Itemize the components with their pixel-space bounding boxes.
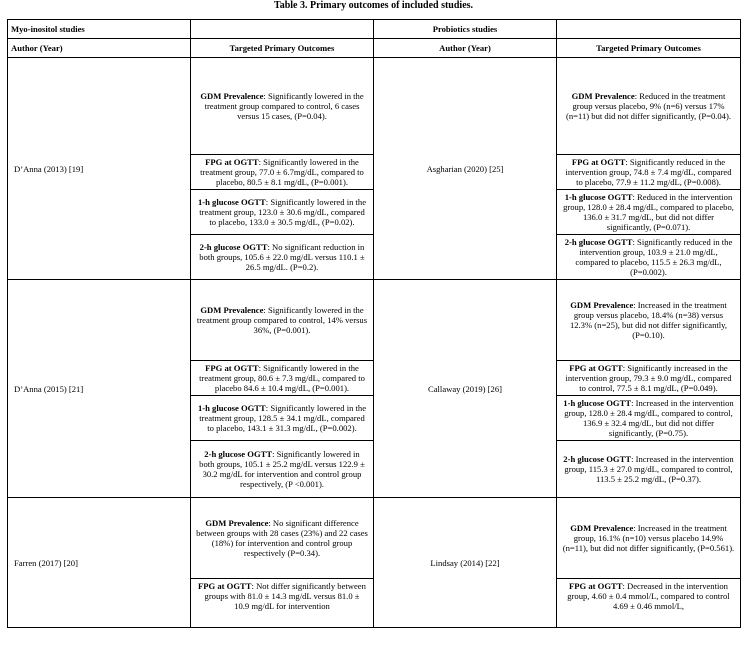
pb-author-cell: Asgharian (2020) [25]: [374, 58, 557, 280]
mi-outcome-cell: [191, 361, 374, 396]
pb-outcome-cell: [557, 441, 741, 498]
outcome-text: : Decreased in the intervention group, 4.60 ± 0.4 mmol/L, compared to control 4.69 ± 0.46 mmol/L,: [567, 581, 730, 611]
pb-author-cell: Callaway (2019) [26]: [374, 280, 557, 498]
outcome-text: : Significantly lowered in the treatment group, 128.5 ± 34.1 mg/dL, compared to placebo, 143.1 ± 31.3 mg/dL, (P=0.002).: [199, 403, 367, 433]
outcome-label: GDM Prevalence: [571, 91, 635, 101]
outcome-text: : Significantly lowered in the treatment group compared to control, 6 cases versus 15 cases, (P=0.04).: [204, 91, 364, 121]
pb-outcome-cell: [557, 361, 741, 396]
pb-outcome-cell: [557, 235, 741, 280]
outcome-label: 1-h glucose OGTT: [564, 192, 633, 202]
empty-header-cell: [191, 20, 374, 39]
outcome-label: 2-h glucose OGTT: [563, 454, 632, 464]
outcome-label: GDM Prevalence: [200, 91, 264, 101]
mi-author-cell: D’Anna (2013) [19]: [8, 58, 191, 280]
mi-outcome-cell: [191, 155, 374, 190]
outcome-text: : Increased in the intervention group, 115.3 ± 27.0 mg/dL, compared to control, 113.5 ± 25.2 mg/dL, (P=0.37).: [564, 454, 734, 484]
group-header-row: [8, 20, 741, 39]
pb-outcome-cell: [557, 280, 741, 361]
mi-outcome-cell: [191, 441, 374, 498]
outcome-text: : Significantly lowered in both groups, 105.1 ± 25.2 mg/dL versus 122.9 ± 30.2 mg/dL for intervention and control group respectively, (P <0.001).: [199, 449, 365, 489]
pb-outcomes-header: Targeted Primary Outcomes: [557, 39, 741, 58]
mi-outcome-cell: [191, 190, 374, 235]
outcome-label: 2-h glucose OGTT: [204, 449, 273, 459]
outcome-text: : Significantly lowered in the treatment group compared to control, 14% versus 36%, (P=0.001).: [196, 305, 368, 335]
outcome-text: : Significantly lowered in the treatment group, 80.6 ± 7.3 mg/dL, compared to placebo 84.6 ± 10.4 mg/dL, (P=0.001).: [199, 363, 365, 393]
outcome-label: 1-h glucose OGTT: [563, 398, 632, 408]
outcome-label: 1-h glucose OGTT: [197, 197, 266, 207]
mi-outcome-cell: [191, 280, 374, 361]
outcome-text: : Increased in the intervention group, 128.0 ± 28.4 mg/dL, compared to control, 136.9 ± 32.4 mg/dL, but did not differ significantly, (P=0.75).: [564, 398, 734, 438]
outcome-text: : Significantly reduced in the intervention group, 74.8 ± 7.4 mg/dL, compared to placebo, 77.9 ± 11.2 mg/dL, (P=0.008).: [565, 157, 732, 187]
mi-outcome-cell: [191, 579, 374, 628]
outcome-text: : No significant difference between groups with 28 cases (23%) and 22 cases (18%) for intervention and control group respectively (P=0.34).: [196, 518, 368, 558]
outcome-text: : Significantly lowered in the treatment group, 123.0 ± 30.6 mg/dL, compared to placebo, 133.0 ± 30.5 mg/dL, (P=0.02).: [199, 197, 367, 227]
table-row: [8, 498, 741, 579]
mi-author-cell: D’Anna (2015) [21]: [8, 280, 191, 498]
primary-outcomes-table: [7, 19, 741, 628]
outcome-label: GDM Prevalence: [570, 523, 634, 533]
outcome-text: : No significant reduction in both groups, 105.6 ± 22.0 mg/dL versus 110.1 ± 26.5 mg/dL. (P=0.2).: [199, 242, 365, 272]
outcome-label: FPG at OGTT: [205, 157, 259, 167]
outcome-label: GDM Prevalence: [200, 305, 264, 315]
outcome-label: FPG at OGTT: [571, 157, 626, 167]
pb-outcome-cell: [557, 190, 741, 235]
outcome-label: FPG at OGTT: [569, 363, 623, 373]
table-row: [8, 280, 741, 361]
pb-outcome-cell: [557, 155, 741, 190]
mi-outcomes-header: Targeted Primary Outcomes: [191, 39, 374, 58]
pb-outcome-cell: [557, 498, 741, 579]
pb-outcome-cell: [557, 396, 741, 441]
mi-outcome-cell: [191, 498, 374, 579]
outcome-label: FPG at OGTT: [205, 363, 259, 373]
outcome-label: 2-h glucose OGTT: [564, 237, 633, 247]
outcome-label: GDM Prevalence: [570, 300, 634, 310]
outcome-label: 2-h glucose OGTT: [199, 242, 268, 252]
outcome-text: : Increased in the treatment group, 16.1% (n=10) versus placebo 14.9% (n=11), but did not differ significantly, (P=0.561).: [562, 523, 735, 553]
table-caption: Table 3. Primary outcomes of included studies.: [273, 0, 474, 11]
probiotics-group-header: Probiotics studies: [374, 20, 557, 39]
outcome-text: : Significantly reduced in the intervention group, 103.9 ± 21.0 mg/dL, compared to placebo, 115.5 ± 26.3 mg/dL, (P=0.002).: [575, 237, 733, 277]
outcome-text: : Reduced in the intervention group, 128.0 ± 28.4 mg/dL, compared to placebo, 136.0 ± 31.7 mg/dL, but did not differ significantly, (P=0.071).: [563, 192, 734, 232]
outcome-label: GDM Prevalence: [205, 518, 269, 528]
pb-author-cell: Lindsay (2014) [22]: [374, 498, 557, 628]
outcome-text: : Significantly lowered in the treatment group, 77.0 ± 6.7mg/dL, compared to placebo, 80.5 ± 8.1 mg/dL, (P=0.001).: [200, 157, 364, 187]
outcome-text: : Increased in the treatment group versus placebo, 18.4% (n=38) versus 12.3% (n=25), but did not differ significantly, (P=0.10).: [569, 300, 728, 340]
mi-outcome-cell: [191, 396, 374, 441]
outcome-label: FPG at OGTT: [198, 581, 252, 591]
mi-outcome-cell: [191, 58, 374, 155]
pb-outcome-cell: [557, 579, 741, 628]
mi-outcome-cell: [191, 235, 374, 280]
outcome-label: 1-h glucose OGTT: [197, 403, 266, 413]
mi-author-header: Author (Year): [8, 39, 191, 58]
outcome-text: : Not differ significantly between groups with 81.0 ± 14.3 mg/dL versus 81.0 ± 10.9 mg/dL for intervention: [204, 581, 366, 611]
pb-outcome-cell: [557, 58, 741, 155]
outcome-text: : Reduced in the treatment group versus placebo, 9% (n=6) versus 17% (n=11) but did not differ significantly, (P=0.04).: [566, 91, 731, 121]
outcome-label: FPG at OGTT: [569, 581, 623, 591]
mi-author-cell: Farren (2017) [20]: [8, 498, 191, 628]
column-header-row: [8, 39, 741, 58]
myo-inositol-group-header: Myo-inositol studies: [8, 20, 191, 39]
table-row: [8, 58, 741, 155]
pb-author-header: Author (Year): [374, 39, 557, 58]
outcome-text: : Significantly increased in the intervention group, 79.3 ± 9.0 mg/dL, compared to control, 77.5 ± 8.1 mg/dL, (P=0.049).: [565, 363, 732, 393]
empty-header-cell: [557, 20, 741, 39]
